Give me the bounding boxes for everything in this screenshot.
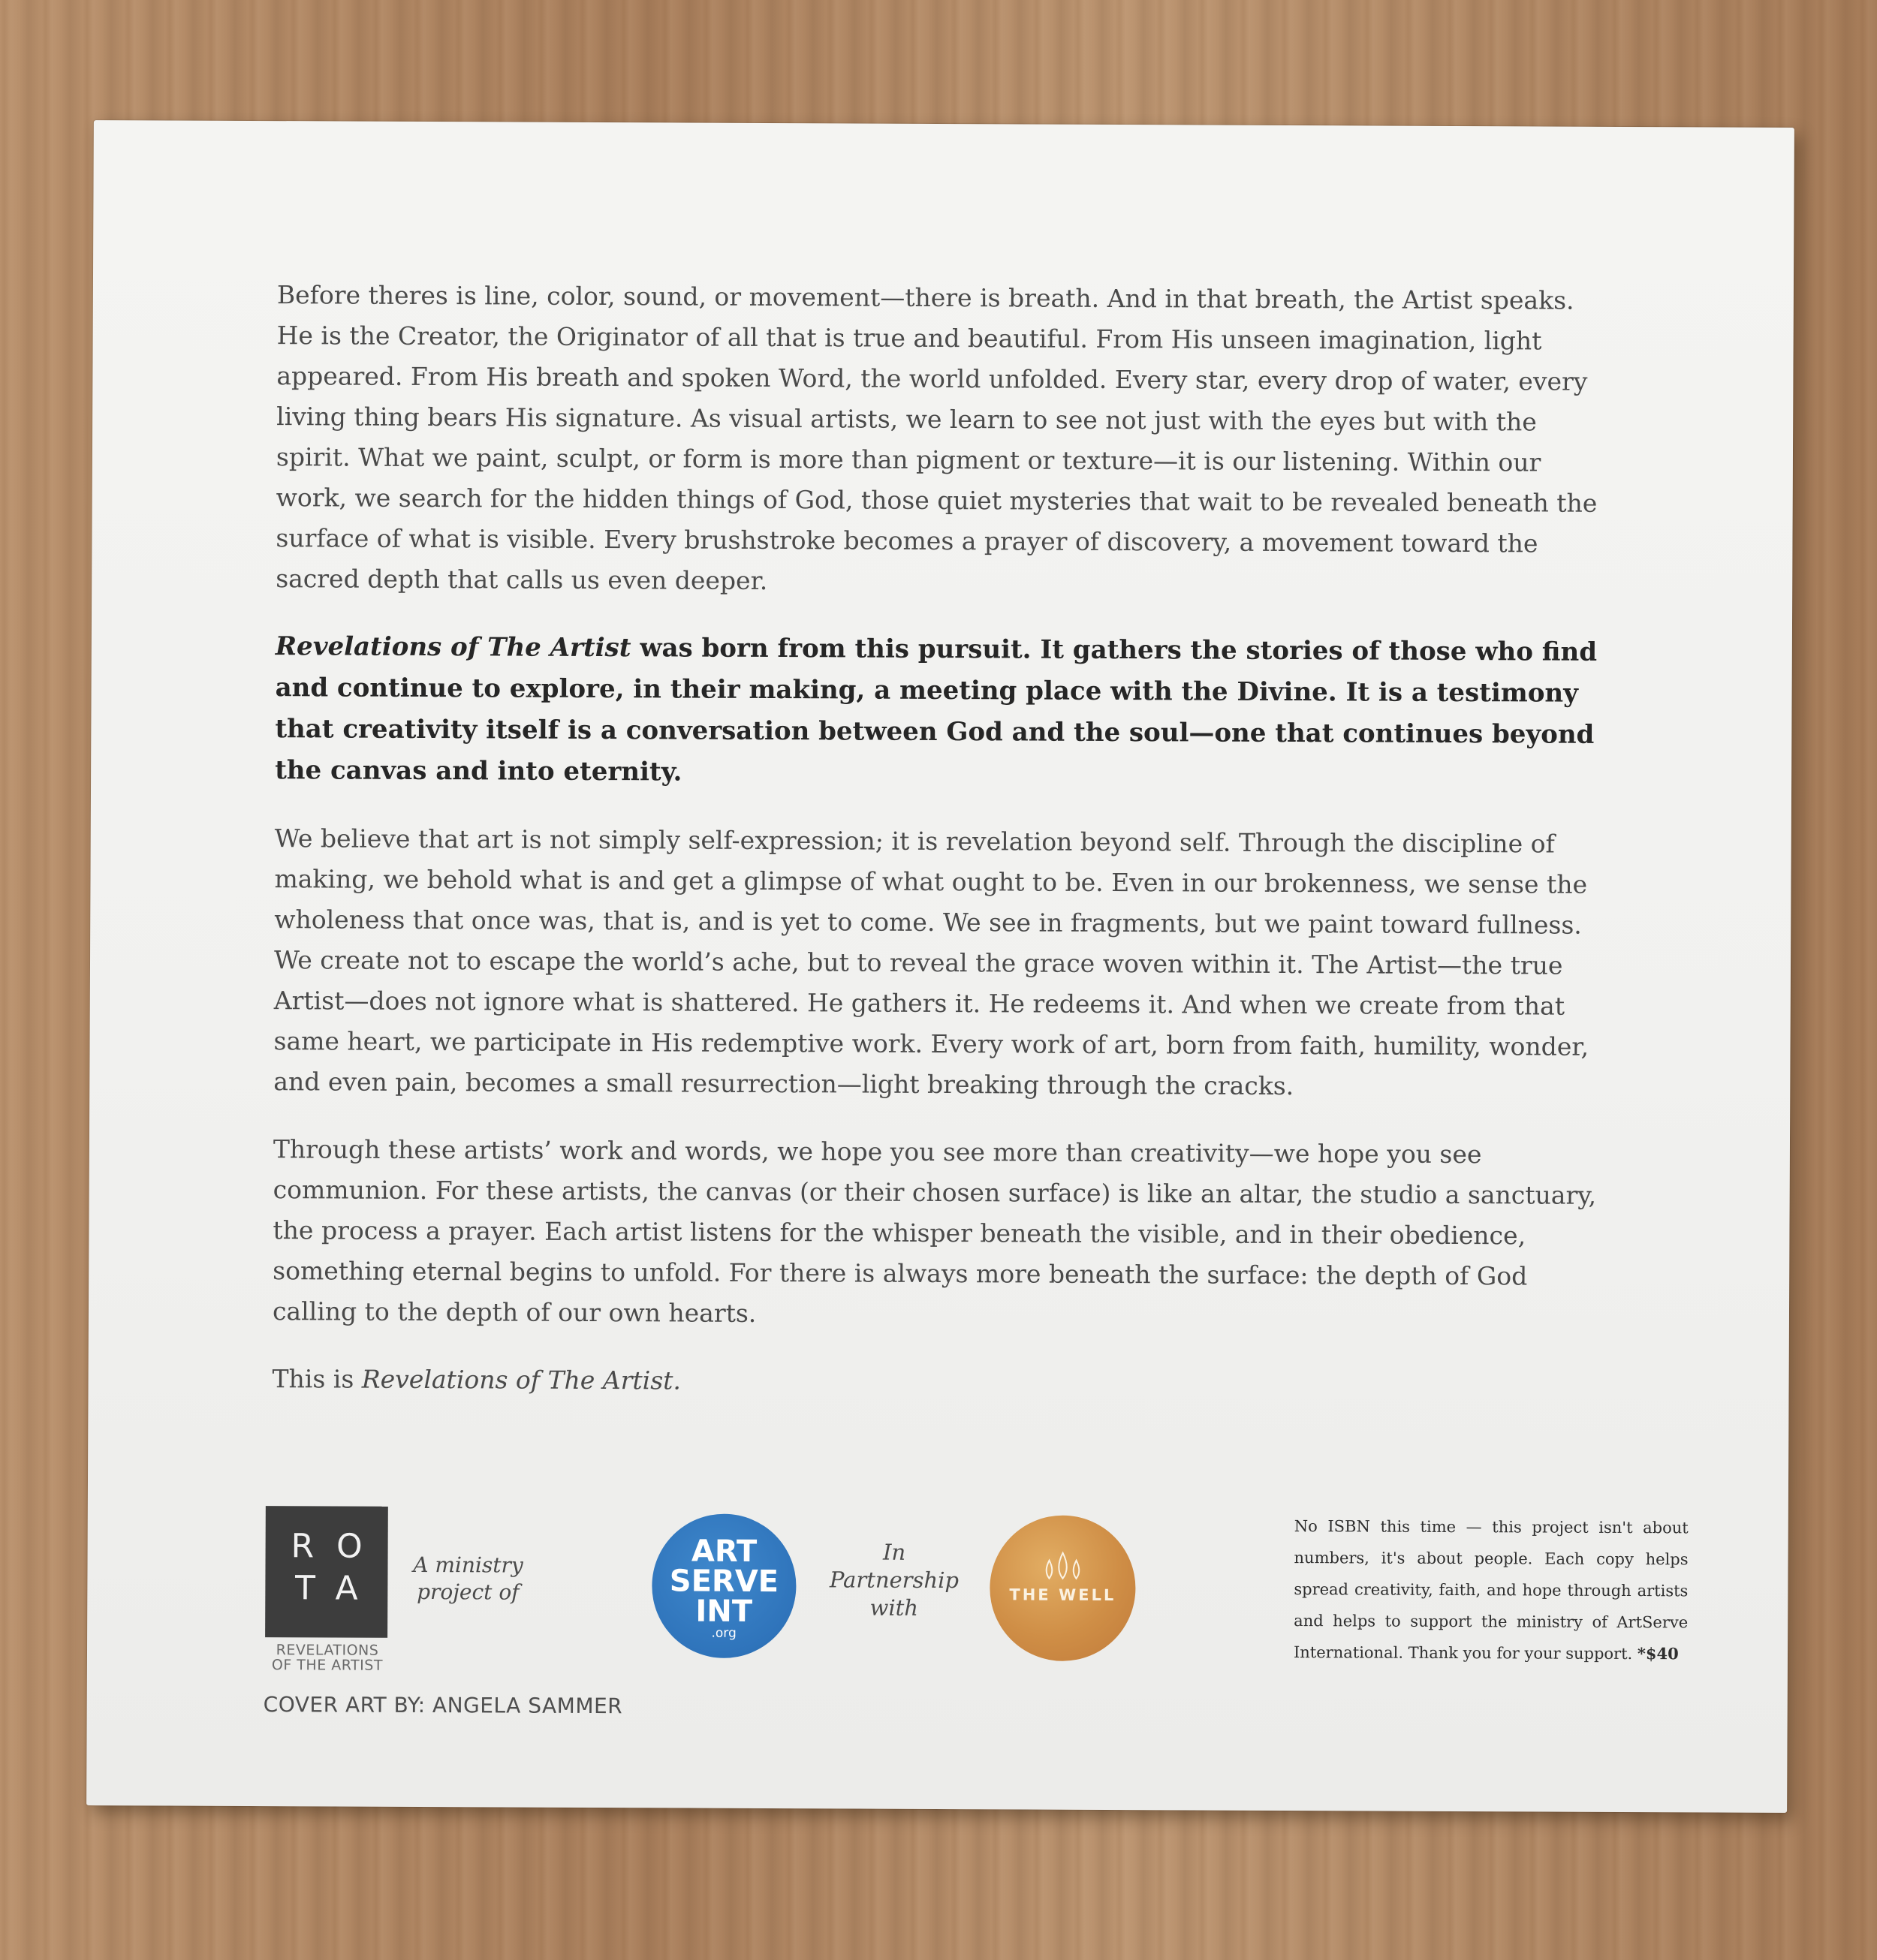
cover-text-body [272, 275, 1617, 1432]
artserve-line2: SERVE [669, 1564, 779, 1600]
closing-prefix: This is [272, 1364, 362, 1394]
partner-line2: Partnership [829, 1567, 960, 1594]
rota-logo-line2: TA [294, 1569, 381, 1608]
artserve-line1: ART [691, 1534, 758, 1569]
paragraph-communion: Through these artists’ work and words, we hope you see more than creativity—we hope you see communion. For these artists, the canvas (or their chosen surface) is like an altar, the studio a sanctuary, the process a prayer. Each artist listens for the whisper beneath the visible, and in their obedience, something eternal begins to unfold. For there is always more beneath the surface: the depth of God calling to the depth of our own hearts. [272, 1134, 1597, 1328]
ministry-line2: project of [417, 1579, 520, 1605]
partnership-label [824, 1538, 963, 1622]
paragraph-pursuit-text: was born from this pursuit. It gathers the stories of those who find and continue to explore, in their making, a meeting place with the Divine. It is a testimony that creativity itself is a conversation between God and the soul—one that continues beyond the canvas and into eternity. [275, 633, 1598, 787]
cover-art-credit: COVER ART BY: ANGELA SAMMER [263, 1692, 623, 1719]
rota-caption-line2: OF THE ARTIST [271, 1657, 384, 1674]
artserve-logo [652, 1513, 797, 1658]
paragraph-belief: We believe that art is not simply self-expression; it is revelation beyond self. Through the discipline of making, we behold what is and get a glimpse of what ought to be. Even in our brokenness, we sense the wholeness that once was, that is, and is yet to come. We see in fragments, but we paint toward fullness. We create not to escape the world’s ache, but to reveal the grace woven within it. The Artist—the true Artist—does not ignore what is shattered. He gathers it. He redeems it. And when we create from that same heart, we participate in His redemptive work. Every work of art, born from faith, humility, wonder, and even pain, becomes a small resurrection—light breaking through the cracks. [273, 823, 1589, 1101]
cover-footer [263, 1506, 1689, 1737]
rota-logo [265, 1506, 388, 1638]
paragraph-intro: Before theres is line, color, sound, or movement—there is breath. And in that breath, the Artist speaks. He is the Creator, the Originator of all that is true and beautiful. From His unseen imagination, light appeared. From His breath and spoken Word, the world unfolded. Every star, every drop of water, every living thing bears His signature. As visual artists, we learn to see not just with the eyes but with the spirit. What we paint, sculpt, or form is more than pigment or texture—it is our listening. Within our work, we search for the hidden things of God, those quiet mysteries that wait to be revealed beneath the surface of what is visible. Every brushstroke becomes a prayer of discovery, a movement toward the sacred depth that calls us even deeper. [276, 280, 1598, 595]
partner-line3: with [869, 1594, 919, 1621]
artserve-line4: .org [711, 1625, 737, 1641]
isbn-note-text: No ISBN this time — this project isn't about numbers, it's about people. Each copy helps spread creativity, faith, and hope through artists and helps to support the ministry of ArtServe International. Thank you for your support. [1293, 1517, 1689, 1663]
ministry-label [411, 1552, 524, 1606]
flame-drops-icon [1041, 1550, 1083, 1580]
ministry-line1: A ministry [413, 1552, 523, 1578]
book-title-italic: Revelations of The Artist [275, 631, 631, 664]
the-well-label: THE WELL [1009, 1585, 1116, 1605]
the-well-logo [990, 1515, 1136, 1661]
closing-title: Revelations of The Artist. [361, 1364, 682, 1395]
book-back-cover [86, 120, 1794, 1813]
paragraph-pursuit [275, 626, 1616, 797]
rota-caption-line1: REVELATIONS [276, 1642, 379, 1659]
rota-logo-line1: RO [291, 1527, 385, 1566]
price-label: *$40 [1637, 1644, 1679, 1663]
paragraph-closing [272, 1359, 1612, 1405]
isbn-note [1294, 1510, 1689, 1669]
rota-logo-caption [264, 1642, 391, 1673]
partner-line1: In [882, 1539, 906, 1565]
artserve-line3: INT [695, 1594, 753, 1629]
